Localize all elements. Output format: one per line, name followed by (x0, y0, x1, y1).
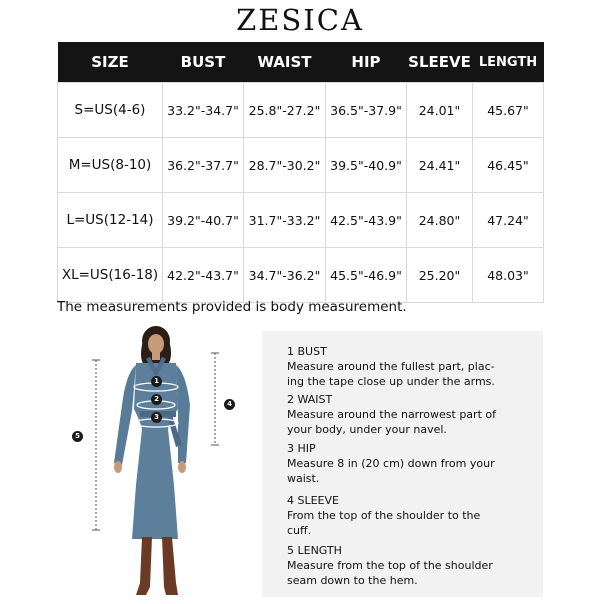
guide-length-title: 5 LENGTH (287, 544, 342, 557)
cell-length: 46.45" (473, 138, 544, 193)
model-figure (60, 325, 260, 600)
guide-hip-line: waist. (287, 471, 320, 485)
cell-waist: 31.7"-33.2" (244, 193, 326, 248)
marker-2: 2 (151, 394, 162, 405)
header-sleeve: SLEEVE (407, 42, 473, 83)
cell-bust: 42.2"-43.7" (163, 248, 244, 303)
guide-bust-title: 1 BUST (287, 345, 327, 358)
guide-waist (287, 393, 537, 437)
cell-sleeve: 25.20" (407, 248, 473, 303)
table-row (58, 138, 544, 193)
guide-bust-line: Measure around the fullest part, plac- (287, 359, 495, 373)
cell-length: 48.03" (473, 248, 544, 303)
measurement-note: The measurements provided is body measurement. (57, 299, 407, 315)
cell-length: 45.67" (473, 83, 544, 138)
measurement-guide-panel (262, 331, 543, 597)
marker-5: 5 (72, 431, 83, 442)
model-illustration (60, 325, 260, 600)
cell-size: M=US(8-10) (58, 138, 163, 193)
guide-sleeve-title: 4 SLEEVE (287, 494, 339, 507)
cell-hip: 45.5"-46.9" (326, 248, 407, 303)
cell-sleeve: 24.01" (407, 83, 473, 138)
marker-1: 1 (151, 376, 162, 387)
cell-waist: 25.8"-27.2" (244, 83, 326, 138)
cell-waist: 28.7"-30.2" (244, 138, 326, 193)
guide-sleeve-line: From the top of the shoulder to the (287, 508, 481, 522)
header-size: SIZE (58, 42, 163, 83)
guide-hip (287, 442, 537, 486)
cell-bust: 36.2"-37.7" (163, 138, 244, 193)
guide-length (287, 544, 537, 588)
cell-bust: 39.2"-40.7" (163, 193, 244, 248)
brand-logo: ZESICA (236, 3, 364, 37)
size-chart-table (57, 42, 544, 303)
cell-sleeve: 24.80" (407, 193, 473, 248)
cell-hip: 39.5"-40.9" (326, 138, 407, 193)
guide-sleeve-line: cuff. (287, 523, 312, 537)
cell-bust: 33.2"-34.7" (163, 83, 244, 138)
guide-hip-title: 3 HIP (287, 442, 316, 455)
guide-length-line: Measure from the top of the shoulder (287, 558, 493, 572)
cell-size: XL=US(16-18) (58, 248, 163, 303)
table-header-row (58, 42, 544, 83)
guide-length-line: seam down to the hem. (287, 573, 418, 587)
header-waist: WAIST (244, 42, 326, 83)
cell-hip: 36.5"-37.9" (326, 83, 407, 138)
cell-length: 47.24" (473, 193, 544, 248)
table-row (58, 193, 544, 248)
guide-waist-line: Measure around the narrowest part of (287, 407, 496, 421)
marker-3: 3 (151, 412, 162, 423)
guide-bust-line: ing the tape close up under the arms. (287, 374, 495, 388)
guide-sleeve (287, 494, 537, 538)
cell-size: L=US(12-14) (58, 193, 163, 248)
cell-size: S=US(4-6) (58, 83, 163, 138)
guide-waist-line: your body, under your navel. (287, 422, 447, 436)
marker-4: 4 (224, 399, 235, 410)
cell-sleeve: 24.41" (407, 138, 473, 193)
guide-bust (287, 345, 537, 389)
guide-waist-title: 2 WAIST (287, 393, 333, 406)
header-length: LENGTH (473, 42, 544, 83)
cell-waist: 34.7"-36.2" (244, 248, 326, 303)
cell-hip: 42.5"-43.9" (326, 193, 407, 248)
header-hip: HIP (326, 42, 407, 83)
table-row (58, 248, 544, 303)
table-row (58, 83, 544, 138)
guide-hip-line: Measure 8 in (20 cm) down from your (287, 456, 495, 470)
header-bust: BUST (163, 42, 244, 83)
